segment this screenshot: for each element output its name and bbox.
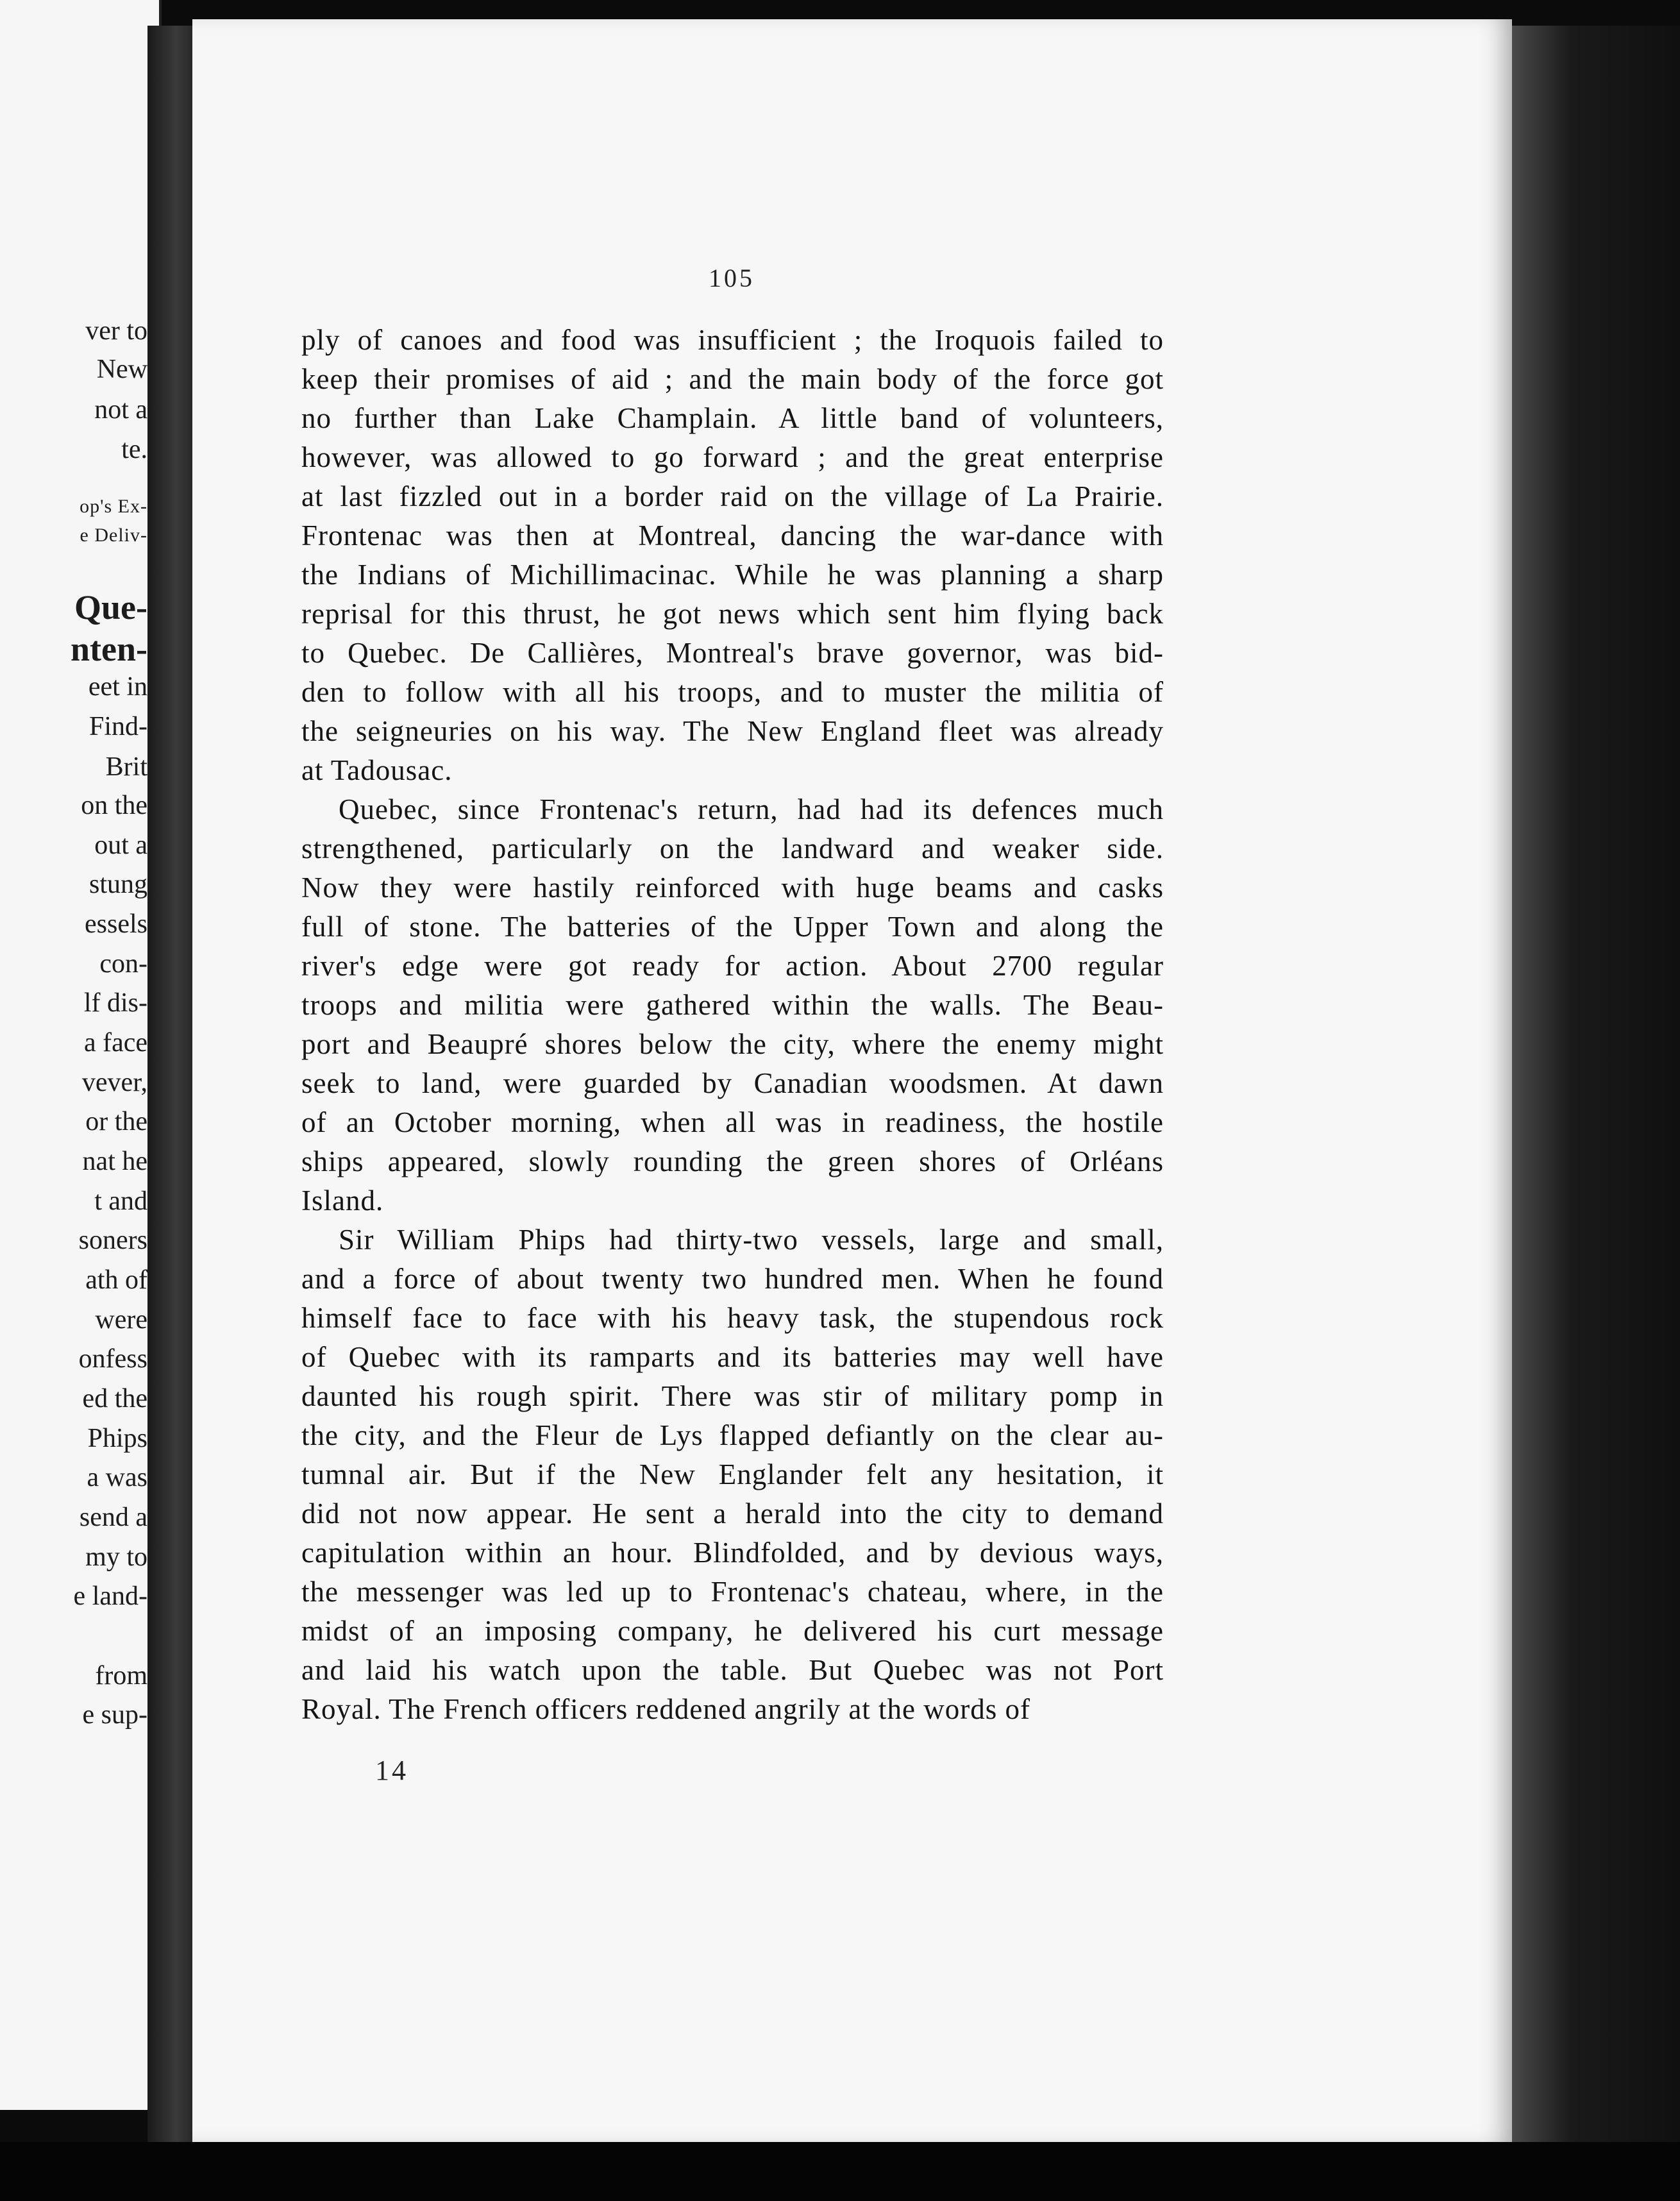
text-line: reprisal for this thrust, he got news which sent him flying back xyxy=(301,598,1164,630)
text-line: the seigneuries on his way. The New England fleet was already xyxy=(301,715,1164,747)
text-line: ply of canoes and food was insufficient ; the Iroquois failed to xyxy=(301,324,1164,356)
left-page-fragment: ath of xyxy=(85,1265,147,1295)
left-page-fragment: my to xyxy=(85,1542,147,1572)
left-page-fragment: from xyxy=(95,1661,147,1691)
text-line: of Quebec with its ramparts and its batteries may well have xyxy=(301,1341,1164,1373)
text-line: ships appeared, slowly rounding the green shores of Orléans xyxy=(301,1145,1164,1177)
text-line: strengthened, particularly on the landward and weaker side. xyxy=(301,832,1164,864)
left-page-fragment: vever, xyxy=(81,1068,147,1097)
page-edge-shadow xyxy=(1512,26,1680,2142)
left-page-fragment: nat he xyxy=(82,1147,147,1176)
left-page-fragment: Find- xyxy=(88,712,147,741)
left-page-fragment: ed the xyxy=(82,1384,147,1413)
text-line: however, was allowed to go forward ; and the great enterprise xyxy=(301,441,1164,473)
left-page-fragment: were xyxy=(95,1305,147,1335)
text-line: himself face to face with his heavy task, the stupendous rock xyxy=(301,1302,1164,1334)
left-page-fragment: e sup- xyxy=(82,1700,147,1730)
left-page-fragment: on the xyxy=(81,791,147,820)
scan-bottom-border xyxy=(0,2142,1680,2201)
paragraph xyxy=(301,1220,1164,1729)
facing-left-page xyxy=(0,0,162,2110)
left-page-fragment: send a xyxy=(79,1503,147,1532)
text-line: and laid his watch upon the table. But Quebec was not Port xyxy=(301,1654,1164,1686)
left-page-fragment: con- xyxy=(99,949,147,979)
text-line: Sir William Phips had thirty-two vessels, large and small, xyxy=(339,1224,1164,1256)
left-page-fragment: te. xyxy=(121,435,147,464)
text-line: daunted his rough spirit. There was stir of military pomp in xyxy=(301,1380,1164,1412)
left-page-fragment: soners xyxy=(78,1226,147,1255)
left-page-fragment: not a xyxy=(94,395,147,425)
left-page-fragment: onfess xyxy=(78,1344,147,1374)
left-page-fragment: out a xyxy=(94,831,147,860)
left-page-fragment: a was xyxy=(87,1463,147,1492)
text-line: river's edge were got ready for action. About 2700 regular xyxy=(301,950,1164,982)
left-page-fragment: Que- xyxy=(74,588,147,627)
paragraph xyxy=(301,790,1164,1220)
text-line: seek to land, were guarded by Canadian woodsmen. At dawn xyxy=(301,1067,1164,1099)
left-page-fragment: nten- xyxy=(71,630,147,668)
text-line: at Tadousac. xyxy=(301,754,453,786)
signature-mark: 14 xyxy=(375,1755,408,1786)
left-page-fragment: or the xyxy=(85,1107,147,1136)
text-line: to Quebec. De Callières, Montreal's brave governor, was bid- xyxy=(301,637,1164,669)
text-line: Royal. The French officers reddened angrily at the words of xyxy=(301,1693,1031,1725)
left-page-fragment: e Deliv- xyxy=(80,525,147,546)
text-line: of an October morning, when all was in readiness, the hostile xyxy=(301,1106,1164,1138)
text-line: Frontenac was then at Montreal, dancing the war-dance with xyxy=(301,519,1164,552)
text-line: Quebec, since Frontenac's return, had had its defences much xyxy=(339,793,1164,825)
text-line: den to follow with all his troops, and to muster the militia of xyxy=(301,676,1164,708)
left-page-fragment: t and xyxy=(94,1186,147,1216)
left-page-fragment: Phips xyxy=(87,1424,147,1453)
left-page-fragment: op's Ex- xyxy=(80,496,147,517)
text-line: the Indians of Michillimacinac. While he was planning a sharp xyxy=(301,559,1164,591)
text-line: at last fizzled out in a border raid on the village of La Prairie. xyxy=(301,480,1164,512)
text-line: capitulation within an hour. Blindfolded, and by devious ways, xyxy=(301,1537,1164,1569)
left-page-fragment: ver to xyxy=(85,316,147,346)
text-line: port and Beaupré shores below the city, where the enemy might xyxy=(301,1028,1164,1060)
left-page-fragment: stung xyxy=(88,870,147,899)
left-page-fragment: a face xyxy=(83,1028,147,1058)
left-page-fragment: Brit xyxy=(105,752,147,782)
left-page-fragment: New xyxy=(96,355,147,384)
page-number: 105 xyxy=(709,264,755,292)
text-line: Now they were hastily reinforced with huge beams and casks xyxy=(301,872,1164,904)
text-line: the messenger was led up to Frontenac's chateau, where, in the xyxy=(301,1576,1164,1608)
left-page-fragment: eet in xyxy=(88,672,147,702)
text-line: tumnal air. But if the New Englander felt any hesitation, it xyxy=(301,1458,1164,1490)
text-line: Island. xyxy=(301,1185,384,1217)
text-line: no further than Lake Champlain. A little band of volunteers, xyxy=(301,402,1164,434)
paragraph xyxy=(301,321,1164,790)
text-line: troops and militia were gathered within the walls. The Beau- xyxy=(301,989,1164,1021)
left-page-fragment: essels xyxy=(85,909,147,939)
text-line: the city, and the Fleur de Lys flapped defiantly on the clear au- xyxy=(301,1419,1164,1451)
text-line: keep their promises of aid ; and the main body of the force got xyxy=(301,363,1164,395)
text-line: full of stone. The batteries of the Upper Town and along the xyxy=(301,911,1164,943)
body-text xyxy=(301,321,1164,1729)
text-line: and a force of about twenty two hundred men. When he found xyxy=(301,1263,1164,1295)
left-page-fragment: e land- xyxy=(73,1581,147,1611)
text-line: did not now appear. He sent a herald into the city to demand xyxy=(301,1497,1164,1530)
text-line: midst of an imposing company, he delivered his curt message xyxy=(301,1615,1164,1647)
left-page-fragment: lf dis- xyxy=(83,988,147,1018)
